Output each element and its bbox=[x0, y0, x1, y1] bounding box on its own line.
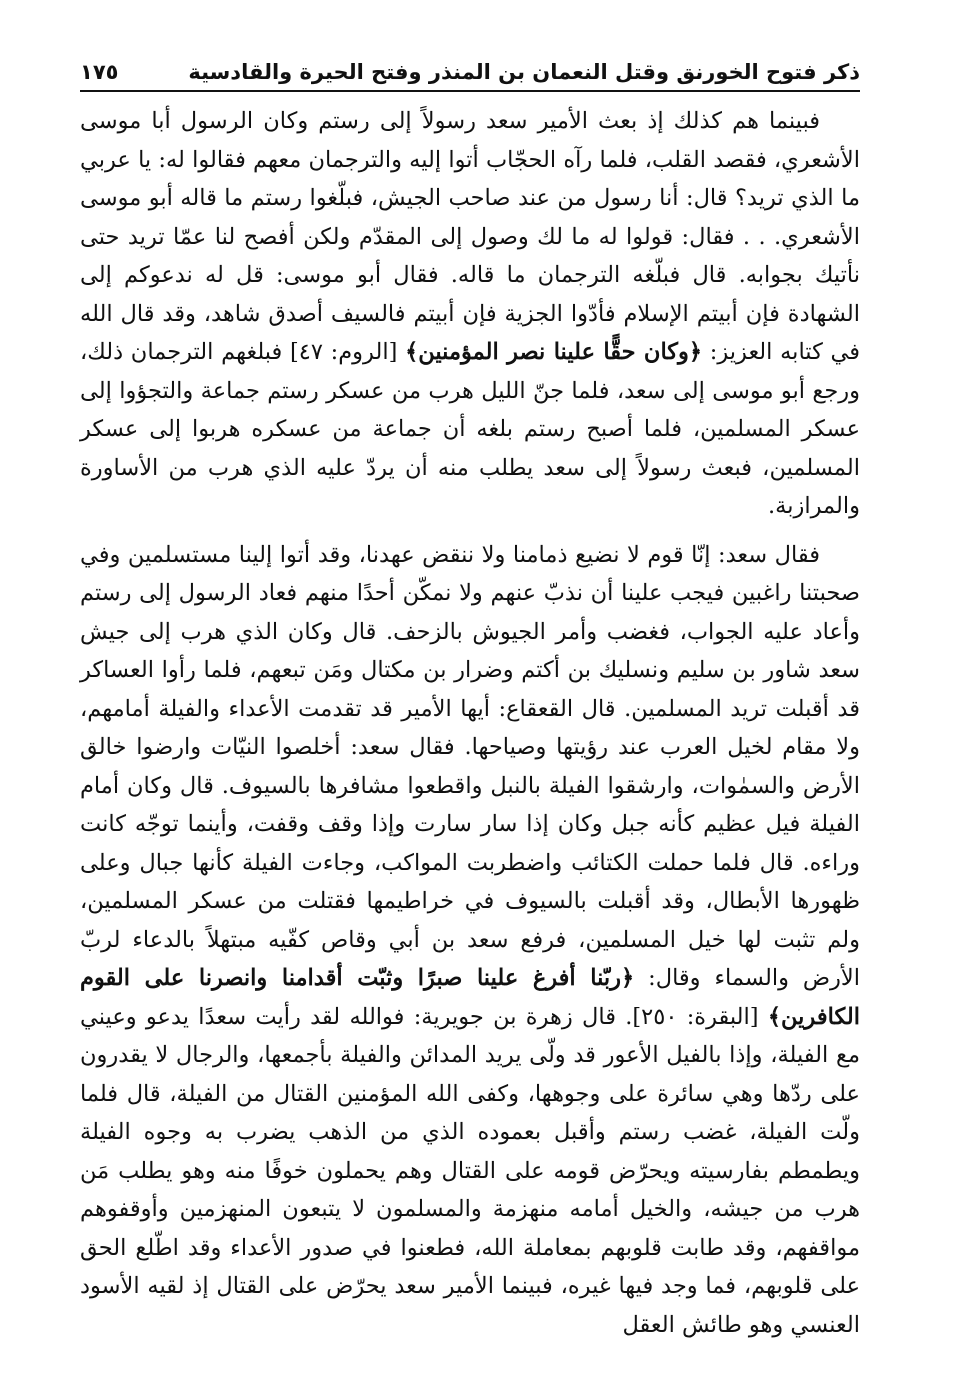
paragraph-2-text: فقال سعد: إنّا قوم لا نضيع ذمامنا ولا ننقض عهدنا، وقد أتوا إلينا مستسلمين وفي صحبتنا راغبين فيجب علينا أن نذبّ عنهم ولا نمكّن أحدًا منهم فعاد الرسول إلى رستم وأعاد عليه الجواب، فغضب وأمر الجيوش بالزحف. قال وكان الذي هرب إلى جيش سعد شاور بن سليم ونسليك بن أكتم وضرار بن مكتال ومَن تبعهم، فلما رأوا العساكر قد أقبلت تريد المسلمين. قال القعقاع: أيها الأمير قد تقدمت الأعداء والفيلة أمامهم، ولا مقام لخيل العرب عند رؤيتها وصياحها. فقال سعد: أخلصوا النيّات وارضوا خالق الأرض والسمٰوات، وارشقوا الفيلة بالنبل واقطعوا مشافرها بالسيوف. قال وكان أمام الفيلة فيل عظيم كأنه جبل وكان إذا سار سارت وإذا وقف وقفت، وأينما توجّه كانت وراءه. قال فلما حملت الكتائب واضطربت المواكب، وجاءت الفيلة كأنها جبال وعلى ظهورها الأبطال، وقد أقبلت بالسيوف في خراطيمها فقتلت من عسكر المسلمين، ولم تثبت لها خيل المسلمين، فرفع سعد بن أبي وقاص كفّيه مبتهلاً بالدعاء لربّ الأرض والسماء وقال: bbox=[80, 541, 861, 991]
quran-verse-2: ﴿ربّنا أفرغ علينا صبرًا وثبّت أقدامنا وانصرنا على القوم الكافرين﴾ bbox=[80, 965, 860, 1030]
page-number: ١٧٥ bbox=[80, 60, 119, 84]
paragraph-1 bbox=[80, 102, 860, 526]
paragraph-2-text-cont: [البقرة: ٢٥٠]. قال زهرة بن جويرية: فوالله لقد رأيت سعدًا يدعو وعيني مع الفيلة، وإذا بالفيل الأعور قد ولّى يريد المدائن والفيلة بأجمعها، والرجال لا يقدرون على ردّها وهي سائرة على وجوهها، وكفى الله المؤمنين القتال من الفيلة، قال فلما ولّت الفيلة، غضب رستم وأقبل بعموده الذي من الذهب يضرب به وجوه الفيلة ويطمطم بفارسيته ويحرّض قومه على القتال وهم يحملون خوفًا منه وهو يطلب مَن هرب من جيشه، والخيل أمامه منهزمة والمسلمون لا يتبعون المنهزمين وأوقفوهم مواقفهم، وقد طابت قلوبهم بمعاملة الله، فطعنوا في صدور الأعداء وقد اطّلع الحق على قلوبهم، فما وجد فيها غيره، فبينما الأمير سعد يحرّض على القتال إذ لقيه الأسود العنسي وهو طائش العقل bbox=[80, 1003, 860, 1338]
running-title: ذكر فتوح الخورنق وقتل النعمان بن المنذر وفتح الحيرة والقادسية bbox=[188, 60, 860, 84]
book-page bbox=[80, 60, 860, 1354]
page-header bbox=[80, 60, 860, 92]
body-text bbox=[80, 102, 860, 1344]
paragraph-1-text: فبينما هم كذلك إذ بعث الأمير سعد رسولاً إلى رستم وكان الرسول أبا موسى الأشعري، فقصد القلب، فلما رآه الحجّاب أتوا إليه والترجمان معهم فقالوا له: يا عربي ما الذي تريد؟ قال: أنا رسول من عند صاحب الجيش، فبلّغوا رستم ما قاله أبو موسى الأشعري. . . فقال: قولوا له ما لك وصول إلى المقدّم ولكن أفصح لنا عمّا تريد حتى نأتيك بجوابه. قال فبلّغه الترجمان ما قاله. فقال أبو موسى: قل له ندعوكم إلى الشهادة فإن أبيتم الإسلام فأدّوا الجزية فإن أبيتم فالسيف أصدق شاهد، وقد قال الله في كتابه العزيز: bbox=[80, 108, 861, 365]
paragraph-1-text-cont: [الروم: ٤٧] فبلغهم الترجمان ذلك، ورجع أبو موسى إلى سعد، فلما جنّ الليل هرب من عسكر رستم جماعة والتجؤوا إلى عسكر المسلمين، فلما أصبح رستم بلغه أن جماعة من عسكره هربوا إلى عسكر المسلمين، فبعث رسولاً إلى سعد يطلب منه أن يردّ عليه الذي هرب من الأساورة والمرازبة. bbox=[80, 339, 860, 519]
paragraph-2 bbox=[80, 536, 860, 1345]
quran-verse-1: ﴿وكان حقًّا علينا نصر المؤمنين﴾ bbox=[405, 339, 703, 365]
